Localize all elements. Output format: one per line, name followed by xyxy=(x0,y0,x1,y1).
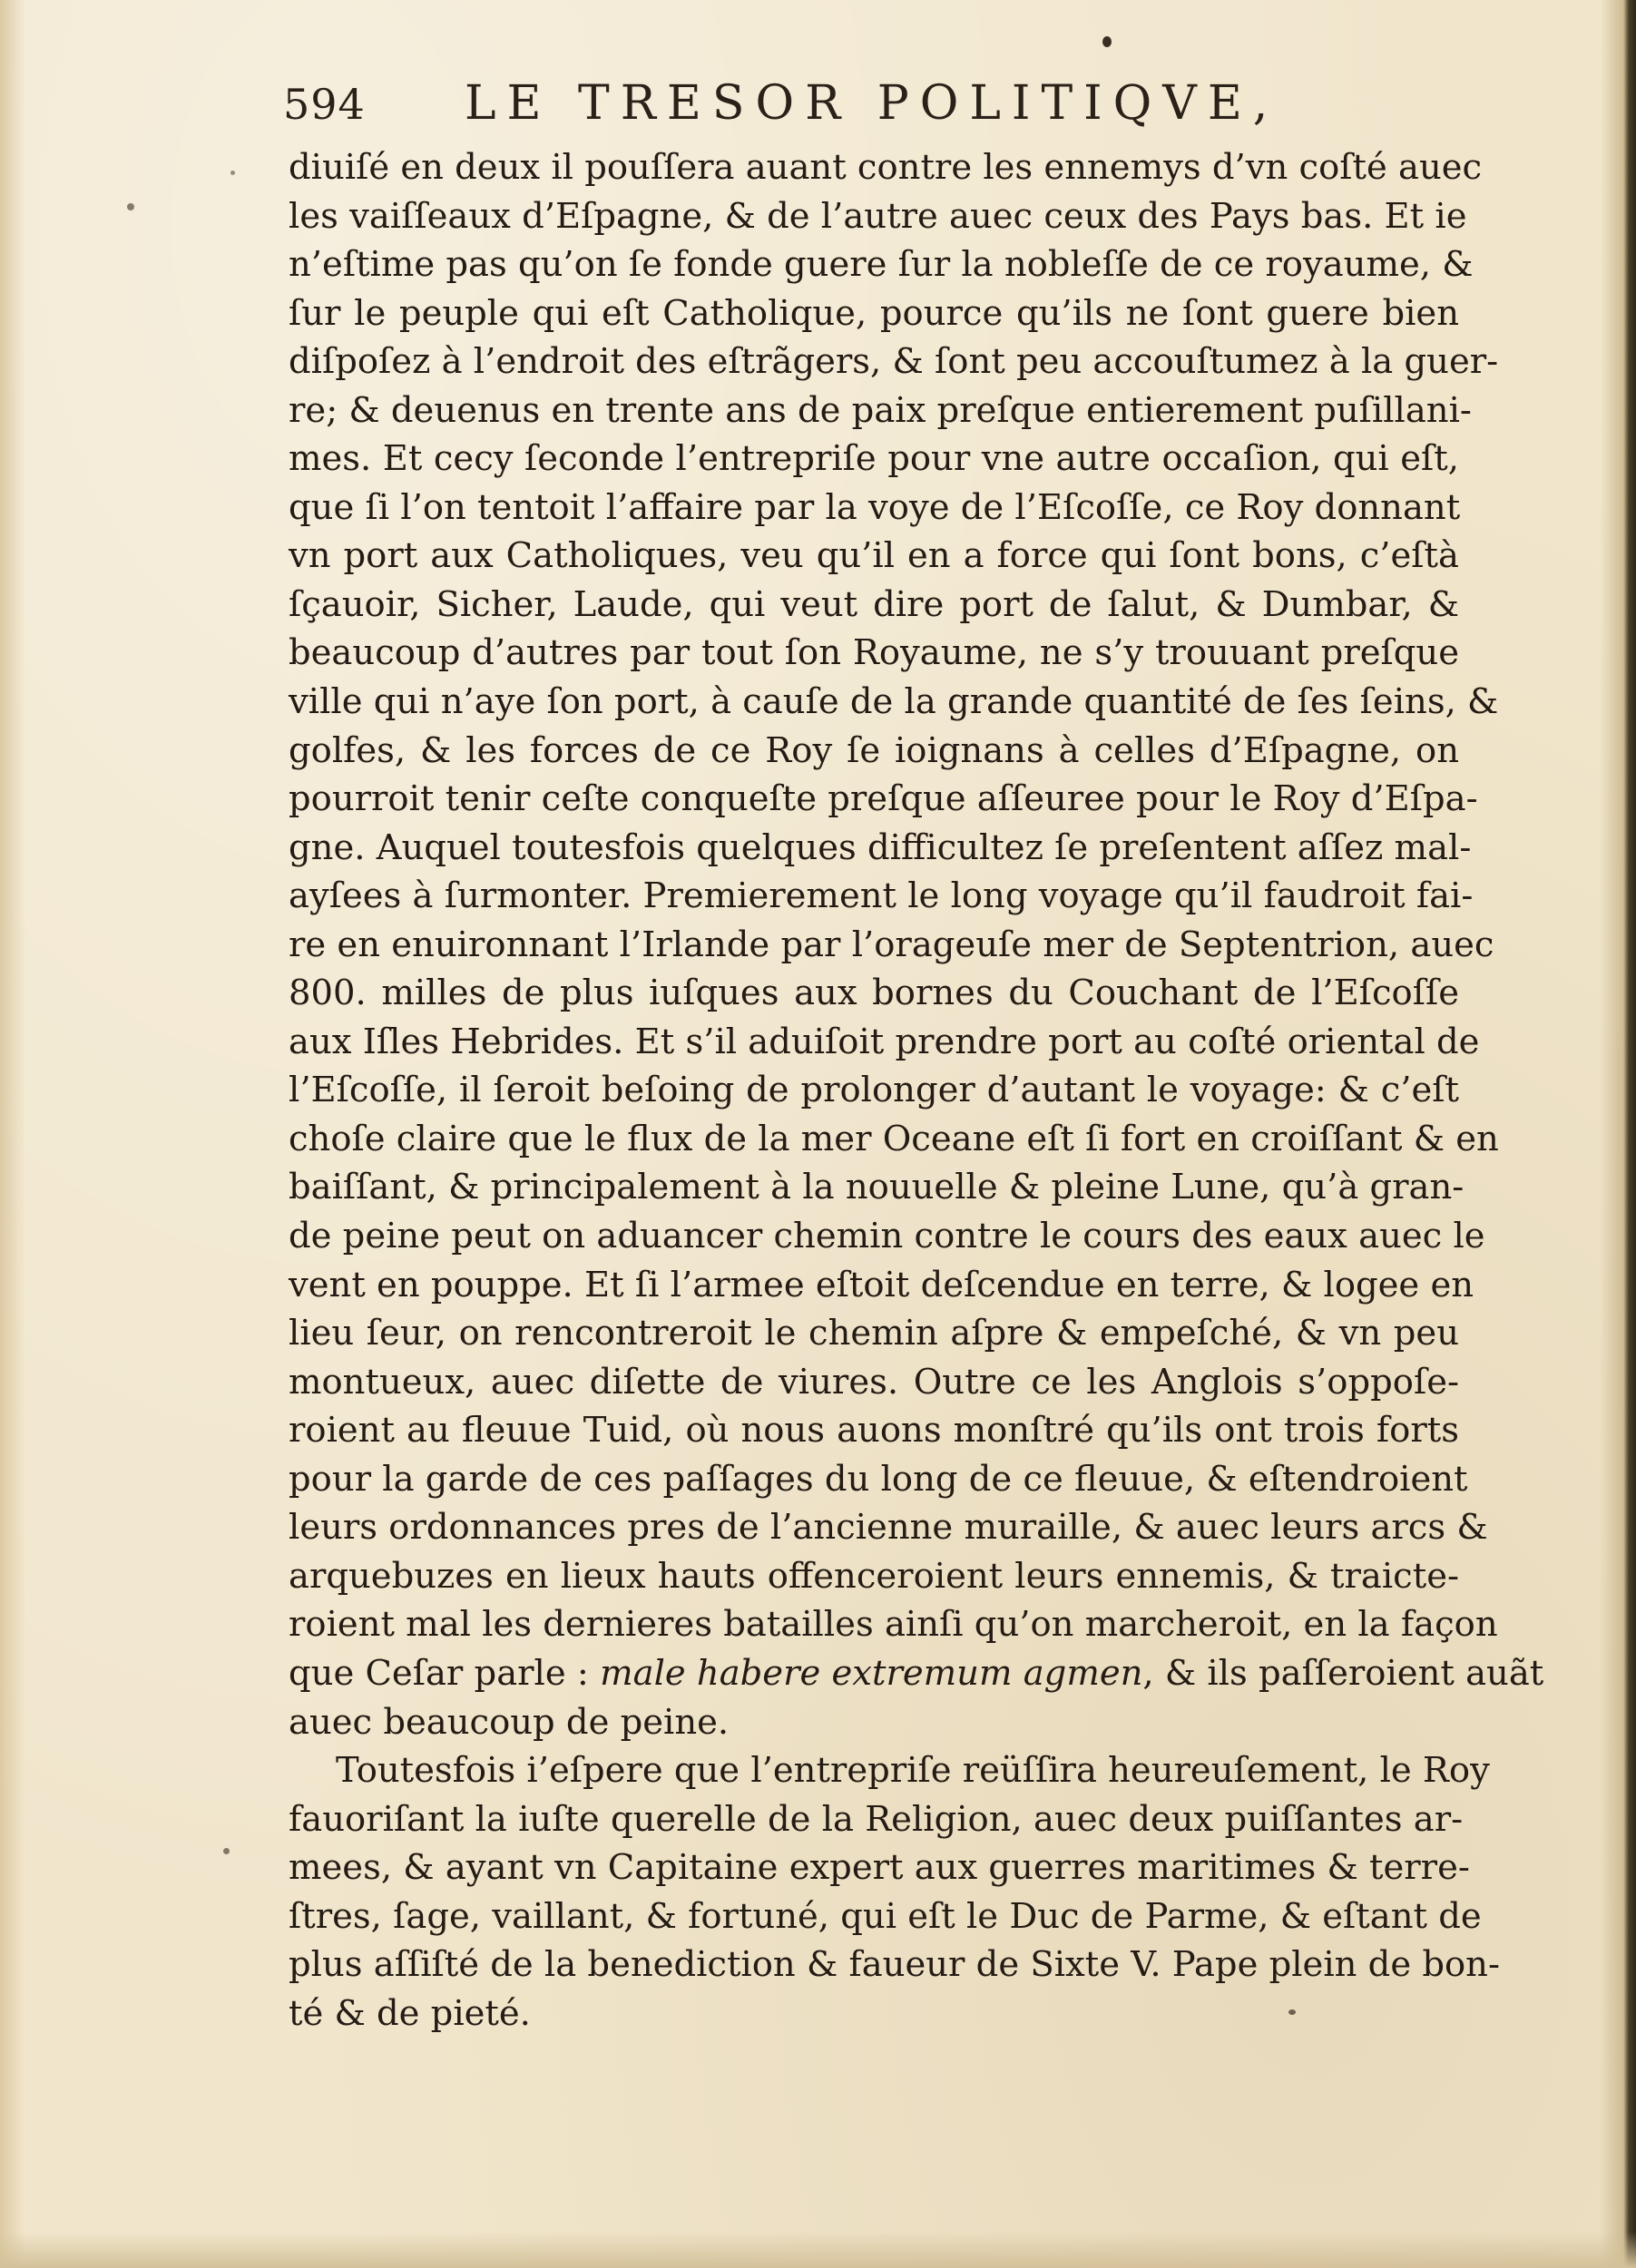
text-line: l’Eſcoſſe, il ſeroit beſoing de prolonger d’autant le voyage: & c’eſt xyxy=(289,1070,1459,1111)
text-line: 800. milles de plus iuſques aux bornes du Couchant de l’Eſcoſſe xyxy=(289,973,1459,1014)
text-line: pourroit tenir ceſte conqueſte preſque aſſeuree pour le Roy d’Eſpa- xyxy=(289,778,1478,820)
text-line: montueux, auec diſette de viures. Outre ce les Anglois s’oppoſe- xyxy=(289,1361,1459,1403)
text-line: ſtres, ſage, vaillant, & fortuné, qui eſt le Duc de Parme, & eſtant de xyxy=(289,1895,1482,1937)
text-line: leurs ordonnances pres de l’ancienne muraille, & auec leurs arcs & xyxy=(289,1507,1488,1549)
text-line: choſe claire que le flux de la mer Oceane eſt ſi fort en croiſſant & en xyxy=(289,1118,1499,1159)
text-line: n’eſtime pas qu’on ſe fonde guere ſur la nobleſſe de ce royaume, & xyxy=(289,244,1474,286)
text-line: arquebuzes en lieux hauts offenceroient leurs ennemis, & traicte- xyxy=(289,1555,1459,1597)
ink-speck xyxy=(223,1848,230,1854)
page-left-edge-shadow xyxy=(0,0,25,2268)
text-segment: , & ils paſſeroient auãt xyxy=(1142,1652,1544,1694)
text-line: mes. Et cecy ſeconde l’entrepriſe pour vne autre occaſion, qui eſt, xyxy=(289,438,1459,480)
text-line: mees, & ayant vn Capitaine expert aux guerres maritimes & terre- xyxy=(289,1847,1470,1889)
text-line: diuiſé en deux il pouſſera auant contre les ennemys d’vn coſté auec xyxy=(289,147,1483,188)
text-line: de peine peut on aduancer chemin contre le cours des eaux auec le xyxy=(289,1216,1485,1257)
ink-speck xyxy=(1102,36,1112,47)
text-line: aux Iſles Hebrides. Et s’il aduiſoit prendre port au coſté oriental de xyxy=(289,1021,1480,1062)
page-right-edge-gutter xyxy=(1600,0,1636,2268)
text-line: ayſees à ſurmonter. Premierement le long voyage qu’il faudroit fai- xyxy=(289,875,1474,917)
text-line: fauoriſant la iuſte querelle de la Religion, auec deux puiſſantes ar- xyxy=(289,1798,1464,1840)
text-line: roient au fleuue Tuid, où nous auons monſtré qu’ils ont trois forts xyxy=(289,1410,1459,1452)
text-line: roient mal les dernieres batailles ainſi qu’on marcheroit, en la façon xyxy=(289,1604,1498,1646)
text-line: té & de pieté. xyxy=(289,1992,531,2034)
text-line: diſpoſez à l’endroit des eſtrãgers, & ſont peu accouſtumez à la guer- xyxy=(289,341,1499,383)
text-segment: que Ceſar parle : xyxy=(289,1652,589,1694)
text-line: beaucoup d’autres par tout ſon Royaume, ne s’y trouuant preſque xyxy=(289,632,1459,674)
text-line: les vaiſſeaux d’Eſpagne, & de l’autre auec ceux des Pays bas. Et ie xyxy=(289,195,1467,237)
text-line: gne. Auquel toutesfois quelques difficultez ſe preſentent aſſez mal- xyxy=(289,826,1472,868)
text-line: auec beaucoup de peine. xyxy=(289,1701,730,1743)
text-line: que ſi l’on tentoit l’affaire par la voye de l’Eſcoſſe, ce Roy donnant xyxy=(289,486,1461,528)
text-line: vn port aux Catholiques, veu qu’il en a force qui ſont bons, c’eſtà xyxy=(289,535,1459,577)
page-number: 594 xyxy=(283,80,366,129)
text-line: lieu ſeur, on rencontreroit le chemin aſpre & empeſché, & vn peu xyxy=(289,1313,1459,1354)
running-header xyxy=(283,76,1472,140)
ink-speck xyxy=(230,171,235,175)
paragraph-first-line: Toutesfois i’eſpere que l’entrepriſe reüſſira heureuſement, le Roy xyxy=(336,1750,1490,1792)
latin-quotation: male habere extremum agmen xyxy=(600,1652,1143,1694)
body-text xyxy=(289,143,1544,2038)
text-line: plus aſſiſté de la benediction & faueur de Sixte V. Pape plein de bon- xyxy=(289,1944,1500,1986)
text-line: baiſſant, & principalement à la nouuelle & pleine Lune, qu’à gran- xyxy=(289,1167,1465,1208)
text-line: pour la garde de ces paſſages du long de ce fleuue, & eſtendroient xyxy=(289,1458,1468,1500)
text-line: golfes, & les forces de ce Roy ſe ioignans à celles d’Eſpagne, on xyxy=(289,729,1459,771)
text-line: re en enuironnant l’Irlande par l’orageuſe mer de Septentrion, auec xyxy=(289,924,1494,965)
ink-speck xyxy=(127,203,134,210)
text-line: ſur le peuple qui eſt Catholique, pource qu’ils ne ſont guere bien xyxy=(289,292,1459,334)
text-line: vent en pouppe. Et ſi l’armee eſtoit deſcendue en terre, & logee en xyxy=(289,1264,1474,1305)
text-line: ſçauoir, Sicher, Laude, qui veut dire port de ſalut, & Dumbar, & xyxy=(289,583,1459,625)
running-title: LE TRESOR POLITIQVE, xyxy=(465,76,1279,131)
page-bottom-edge-shadow xyxy=(0,2232,1636,2268)
text-line-with-latin-quote xyxy=(289,1649,1544,1698)
text-line: re; & deuenus en trente ans de paix preſque entierement puſillani- xyxy=(289,389,1472,431)
text-line: ville qui n’aye ſon port, à cauſe de la grande quantité de ſes ſeins, & xyxy=(289,681,1499,723)
